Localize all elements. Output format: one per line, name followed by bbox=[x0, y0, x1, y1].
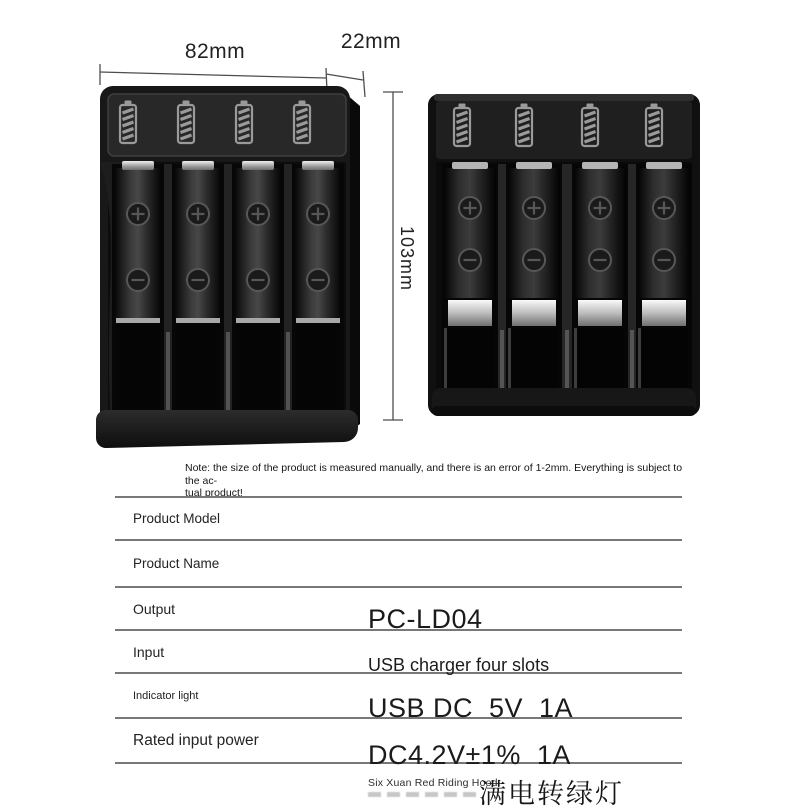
note-line-2: tual product! bbox=[185, 487, 243, 499]
table-row-product-model bbox=[115, 498, 682, 541]
measurement-note bbox=[185, 462, 687, 500]
spec-table bbox=[115, 496, 682, 770]
spec-value: USB charger four slots bbox=[368, 655, 550, 675]
footer-small-text: Six Xuan Red Riding Hood bbox=[368, 777, 498, 789]
dimension-height-label: 103mm bbox=[397, 226, 417, 292]
charger-side-image bbox=[426, 90, 704, 424]
spec-label: Output bbox=[133, 600, 176, 617]
table-row-input bbox=[115, 631, 682, 674]
spec-label: Indicator light bbox=[133, 689, 199, 702]
dimension-width-label: 82mm bbox=[184, 40, 246, 63]
charger-front-image bbox=[88, 84, 370, 454]
spec-label: Rated input power bbox=[133, 731, 259, 749]
table-row-indicator-light bbox=[115, 674, 682, 723]
spec-label: Product Name bbox=[133, 556, 220, 571]
footer-chinese-text: 满电转绿灯 bbox=[479, 779, 624, 809]
spec-value: DC4.2V±1% 1A bbox=[368, 740, 571, 770]
spec-label: Product Model bbox=[133, 511, 221, 526]
note-line-1: Note: the size of the product is measured manually, and there is an error of 1-2mm. Everything is subject to the ac- bbox=[185, 462, 683, 487]
spec-label: Input bbox=[133, 643, 165, 660]
erased-text-artifact bbox=[368, 792, 478, 797]
spec-value: USB DC 5V 1A bbox=[368, 693, 574, 723]
dimension-depth-label: 22mm bbox=[340, 30, 402, 53]
spec-value: PC-LD04 bbox=[368, 604, 483, 634]
table-row-rated-input-power bbox=[115, 719, 682, 770]
table-row-product-name bbox=[115, 541, 682, 588]
table-row-output bbox=[115, 588, 682, 634]
